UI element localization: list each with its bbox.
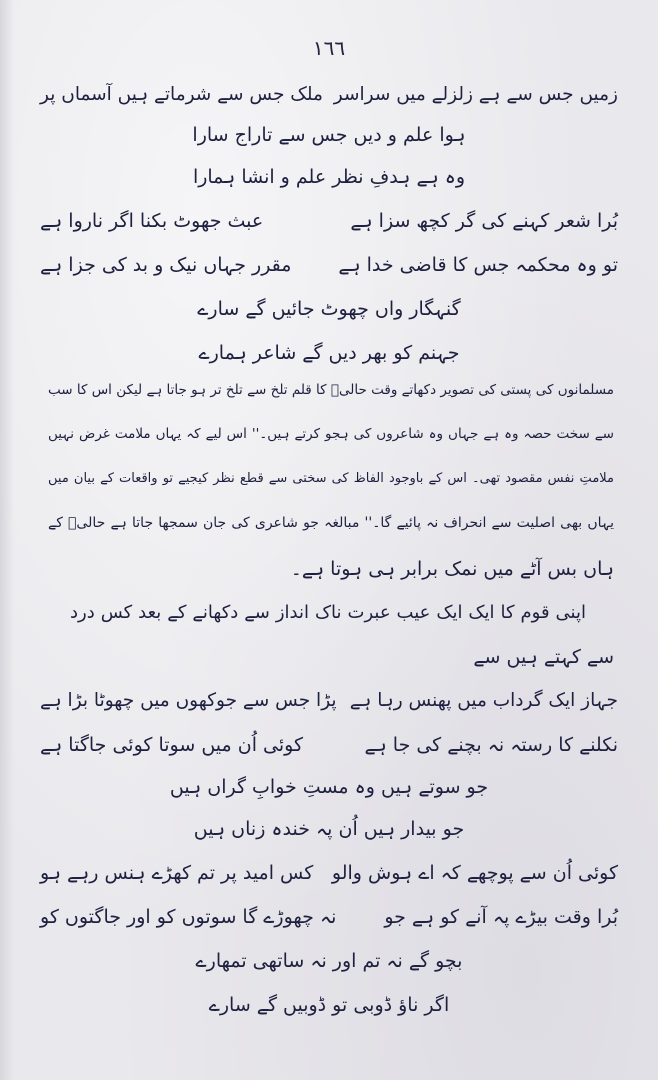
prose1-line5: ہاں بس آٹے میں نمک برابر ہی ہوتا ہے۔ — [290, 558, 614, 580]
stanza2-line1-right: بُرا شعر کہنے کی گر کچھ سزا ہے — [350, 210, 618, 232]
stanza1-line2: ہوا علم و دیں جس سے تاراج سارا — [192, 124, 466, 146]
page-number: ١٦٦ — [312, 36, 346, 60]
stanza1-line1-left: ملک جس سے شرماتے ہیں آسماں پر — [40, 84, 323, 105]
prose1-line3: ملامتِ نفس مقصود تھی۔ اس کے باوجود الفاظ کی سختی سے قطع نظر کیجیے تو واقعات کے بیان میں — [48, 471, 614, 486]
stanza3-line2-right: نکلنے کا رستہ نہ بچنے کی جا ہے — [364, 734, 618, 756]
stanza1-line3: وہ ہے ہدفِ نظر علم و انشا ہمارا — [192, 166, 466, 188]
stanza1-line1 — [40, 86, 618, 105]
prose2-line2: سے کہتے ہیں سے — [473, 646, 614, 668]
stanza2-line1-left: عبث جھوٹ بکنا اگر ناروا ہے — [40, 210, 264, 232]
stanza3-line1-right: جہاز ایک گرداب میں پھنس رہا ہے — [349, 690, 618, 711]
stanza4-line3: بچو گے نہ تم اور نہ ساتھی تمھارے — [195, 950, 463, 972]
stanza4-line1-left: کس امید پر تم کھڑے ہنس رہے ہو — [40, 862, 314, 884]
stanza4-line2-left: نہ چھوڑے گا سوتوں کو اور جاگتوں کو — [40, 906, 337, 928]
stanza2-line3: گنہگار واں چھوٹ جائیں گے سارے — [197, 298, 461, 320]
prose1-line1: مسلمانوں کی پستی کی تصویر دکھاتے وقت حالیؔ کا قلم تلخ سے تلخ تر ہو جاتا ہے لیکن اس کا سب — [48, 382, 614, 398]
stanza3-line2-left: کوئی اُن میں سوتا کوئی جاگتا ہے — [40, 734, 303, 756]
stanza4-line4: اگر ناؤ ڈوبی تو ڈوبیں گے سارے — [208, 994, 450, 1016]
stanza2-line2-left: مقرر جہاں نیک و بد کی جزا ہے — [40, 254, 292, 276]
stanza1-line1-right: زمیں جس سے ہے زلزلے میں سراسر — [333, 84, 618, 105]
prose1-line4: یہاں بھی اصلیت سے انحراف نہ پائیے گا۔'' مبالغہ جو شاعری کی جان سمجھا جاتا ہے حالیؔ کے — [48, 515, 614, 531]
stanza2-line2-right: تو وہ محکمہ جس کا قاضی خدا ہے — [338, 254, 618, 276]
stanza2-line2 — [40, 256, 618, 275]
prose2-line1: اپنی قوم کا ایک ایک عیب عبرت ناک انداز سے دکھانے کے بعد کس درد — [70, 602, 586, 623]
stanza3-line2 — [40, 736, 618, 755]
stanza2-line1 — [40, 212, 618, 231]
stanza4-line2 — [40, 908, 618, 927]
stanza3-line3: جو سوتے ہیں وہ مستِ خوابِ گراں ہیں — [169, 776, 489, 798]
stanza4-line2-right: بُرا وقت بیڑے پہ آنے کو ہے جو — [384, 906, 618, 928]
stanza3-line1-left: پڑا جس سے جوکھوں میں چھوٹا بڑا ہے — [40, 690, 337, 711]
stanza2-line4: جہنم کو بھر دیں گے شاعر ہمارے — [198, 342, 460, 364]
stanza3-line1 — [40, 692, 618, 711]
stanza4-line1 — [40, 864, 618, 883]
stanza3-line4: جو بیدار ہیں اُن پہ خندہ زناں ہیں — [193, 818, 465, 840]
page-edge-shadow — [0, 0, 14, 1080]
prose1-line2: سے سخت حصہ وہ ہے جہاں وہ شاعروں کی ہجو کرتے ہیں۔'' اس لیے کہ یہاں ملامت غرض نہیں — [48, 426, 614, 442]
stanza4-line1-right: کوئی اُن سے پوچھے کہ اے ہوش والو — [331, 862, 618, 884]
